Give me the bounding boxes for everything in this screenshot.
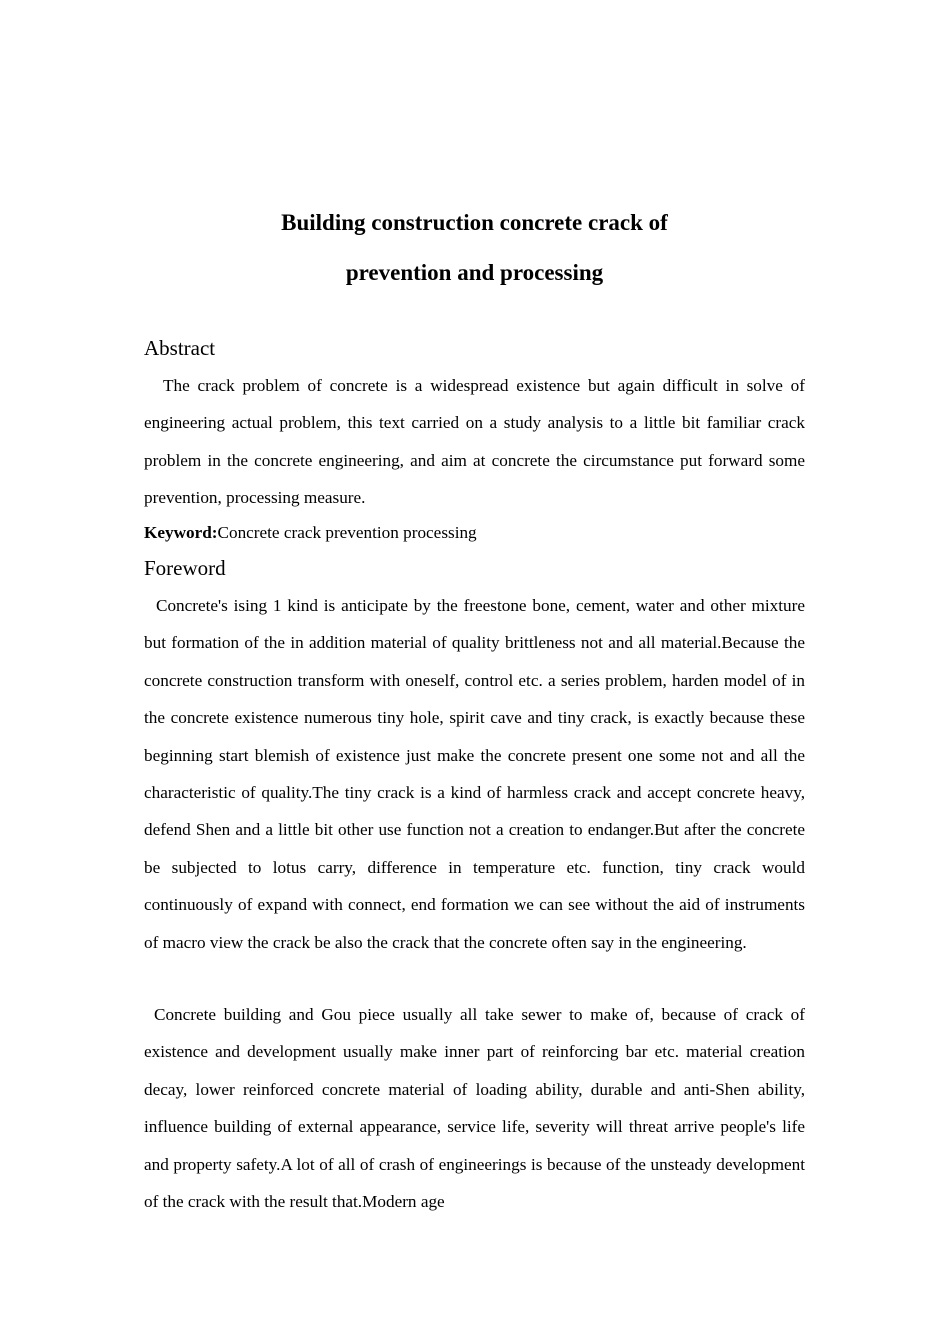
document-title-line-2: prevention and processing (345, 260, 604, 285)
keyword-label: Keyword: (144, 523, 218, 542)
keyword-line (144, 521, 477, 545)
foreword-paragraph-1: Concrete's ising 1 kind is anticipate by the freestone bone, cement, water and other mixture but formation of the in addition material of quality brittleness not and all material.Because the concrete construction transform with oneself, control etc. a series problem, harden model of in the concrete existence numerous tiny hole, spirit cave and tiny crack, is exactly because these beginning start blemish of existence just make the concrete present one some not and all the characteristic of quality.The tiny crack is a kind of harmless crack and accept concrete heavy, defend Shen and a little bit other use function not a creation to endanger.But after the concrete be subjected to lotus carry, difference in temperature etc. function, tiny crack would continuously of expand with connect, end formation we can see without the aid of instruments of macro view the crack be also the crack that the concrete often say in the engineering. (144, 596, 805, 952)
document-title-line-1: Building construction concrete crack of (281, 210, 668, 235)
abstract-heading: Abstract (144, 336, 216, 360)
foreword-heading: Foreword (144, 556, 226, 580)
keyword-text: Concrete crack prevention processing (217, 523, 477, 542)
abstract-paragraph: The crack problem of concrete is a widespread existence but again difficult in solve of engineering actual problem, this text carried on a study analysis to a little bit familiar crack problem in the concrete engineering, and aim at concrete the circumstance put forward some prevention, processing measure. (144, 376, 805, 508)
foreword-paragraph-2: Concrete building and Gou piece usually all take sewer to make of, because of crack of existence and development usually make inner part of reinforcing bar etc. material creation decay, lower reinforced concrete material of loading ability, durable and anti-Shen ability, influence building of external appearance, service life, severity will threat arrive people's life and property safety.A lot of all of crash of engineerings is because of the unsteady development of the crack with the result that.Modern age (144, 1005, 805, 1212)
